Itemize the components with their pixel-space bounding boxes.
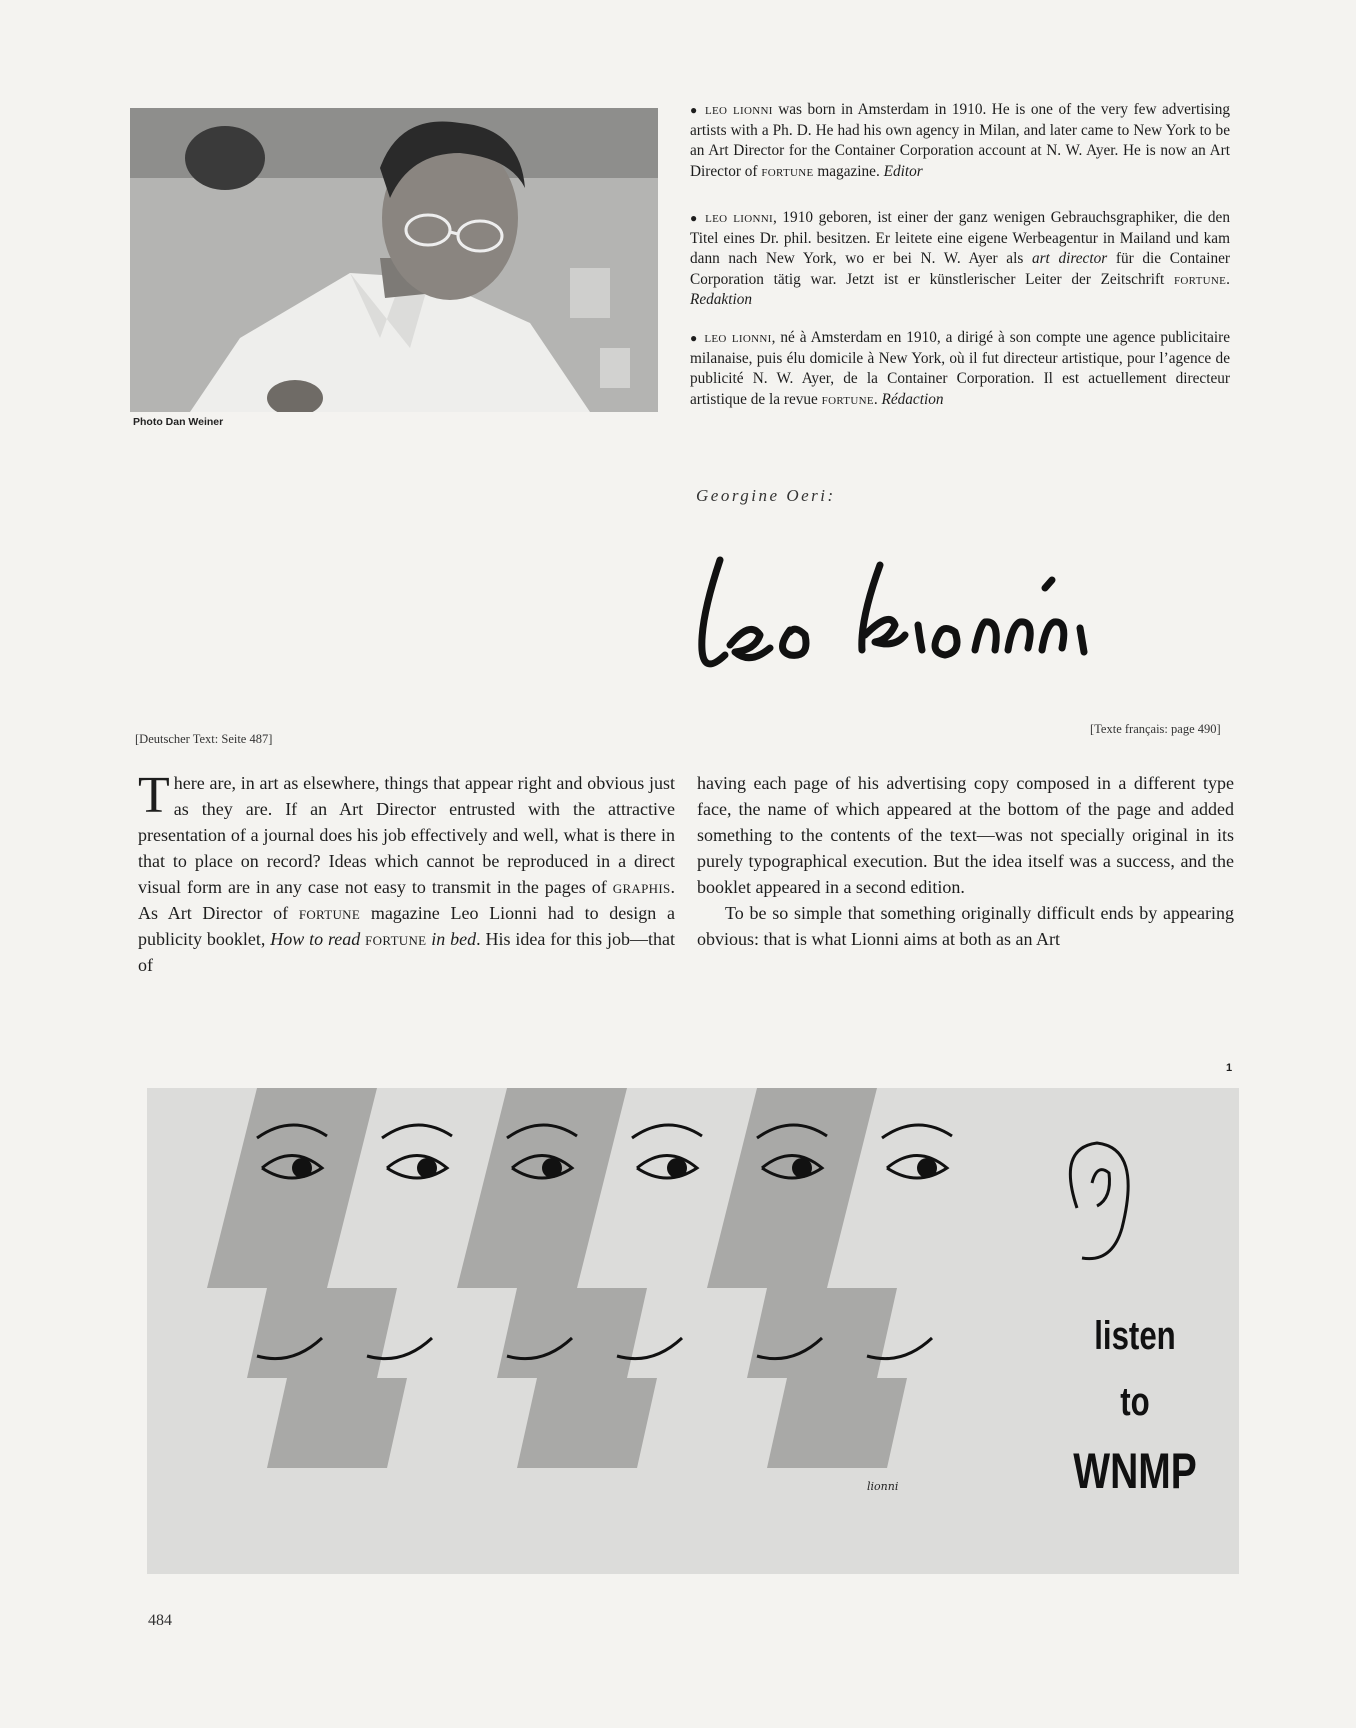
bio-art-director: art director — [1031, 250, 1108, 267]
bio-text-end: . — [873, 390, 882, 408]
german-text-reference: [Deutscher Text: Seite 487] — [135, 732, 273, 746]
poster-illustration — [147, 1088, 1239, 1574]
bio-text: was born in Amsterdam in 1910. He is one of the very few advertising artists with a Ph. D. He had his own agency in Milan, and later came to New York to be an Art Director for the Container Corporation account at N. W. Ayer. He is now an Art Director of — [690, 101, 1230, 180]
bio-text-end: . — [1226, 270, 1230, 288]
face-shape — [207, 1088, 407, 1468]
bio-signoff: Redaktion — [690, 291, 753, 308]
article-column-right — [697, 770, 1234, 952]
bio-name: leo lionni — [704, 101, 773, 118]
bio-text-end: magazine. — [813, 162, 884, 180]
poster-listen: listen — [1094, 1314, 1176, 1358]
signature-illustration — [690, 540, 1170, 690]
bio-german — [690, 208, 1230, 311]
article-paragraph: having each page of his advertising copy composed in a different type face, the name of which appeared at the bottom of the page and added something to the contents of the text—was not specially original in its purely typographical execution. But the idea itself was a success, and the booklet appeared in a second edition. — [697, 773, 1234, 897]
fortune-name: fortune — [365, 929, 427, 949]
poster-signature: lionni — [867, 1480, 899, 1493]
article-text: here are, in art as elsewhere, things that appear right and obvious just as they are. If an Art Director entrusted with the attractive presentation of a journal does his job effectively and well, what is there in that to place on record? Ideas which cannot be reproduced in a direct visual form are in any case not easy to transmit in the pages of — [138, 773, 675, 897]
article-paragraph: To be so simple that something originally difficult ends by appearing obvious: that is what Lionni aims at both as an Art — [697, 903, 1234, 949]
face-shape — [457, 1088, 657, 1468]
photo-credit: Photo Dan Weiner — [133, 416, 224, 428]
portrait-illustration — [130, 108, 658, 412]
article-author: Georgine Oeri: — [696, 486, 836, 505]
bullet-icon: ● — [690, 211, 700, 225]
drop-cap: T — [138, 767, 170, 824]
article-text: . His idea for this job—that of — [138, 929, 675, 975]
figure-number: 1 — [1226, 1062, 1233, 1074]
bio-text-mid: für die Container Corporation tätig war. Jetzt ist er künstlerischer Leiter der Zeitschrift — [690, 250, 1231, 288]
bullet-icon: ● — [690, 103, 699, 117]
article-text: magazine Leo Lionni had to design a publicity booklet, — [138, 903, 676, 949]
face-shape — [707, 1088, 907, 1468]
bio-french — [690, 328, 1230, 410]
bio-signoff: Rédaction — [881, 390, 944, 408]
french-text-reference: [Texte français: page 490] — [1090, 722, 1221, 736]
bullet-icon: ● — [690, 331, 699, 345]
magazine-name: fortune — [821, 390, 874, 408]
bio-signoff: Editor — [883, 162, 923, 180]
magazine-name: fortune — [1174, 270, 1227, 288]
bio-text: , 1910 geboren, ist einer der ganz wenigen Gebrauchsgraphiker, die den Titel eines Dr. phil. besitzen. Er leitete eine eigene Werbeagentur in Mailand und kam dann nach New York, wo er bei N. W. Ayer als — [690, 209, 1230, 267]
article-text: . As Art Director of — [138, 877, 675, 923]
bio-english — [690, 100, 1230, 182]
magazine-name: fortune — [761, 162, 814, 180]
bio-text: , né à Amsterdam en 1910, a dirigé à son compte une agence publicitaire milanaise, puis élu domicile à New York, où il fut directeur artistique, pour l’agence de publicité N. W. Ayer, de la Container Corporation. Il est actuellement directeur artistique de la revue — [690, 329, 1230, 408]
article-column-left — [138, 767, 676, 978]
poster-to: to — [1120, 1380, 1150, 1424]
poster-station: WNMP — [1073, 1443, 1197, 1499]
booklet-title-part: in bed — [426, 929, 477, 949]
graphis-name: graphis — [612, 877, 671, 897]
signature-title — [690, 540, 1170, 690]
fortune-name: fortune — [298, 903, 361, 923]
bio-name: leo lionni — [704, 329, 772, 346]
portrait-photo — [130, 108, 658, 412]
booklet-title-part: How to read — [270, 929, 366, 949]
bio-name: leo lionni — [705, 209, 773, 226]
page-number: 484 — [148, 1612, 172, 1629]
